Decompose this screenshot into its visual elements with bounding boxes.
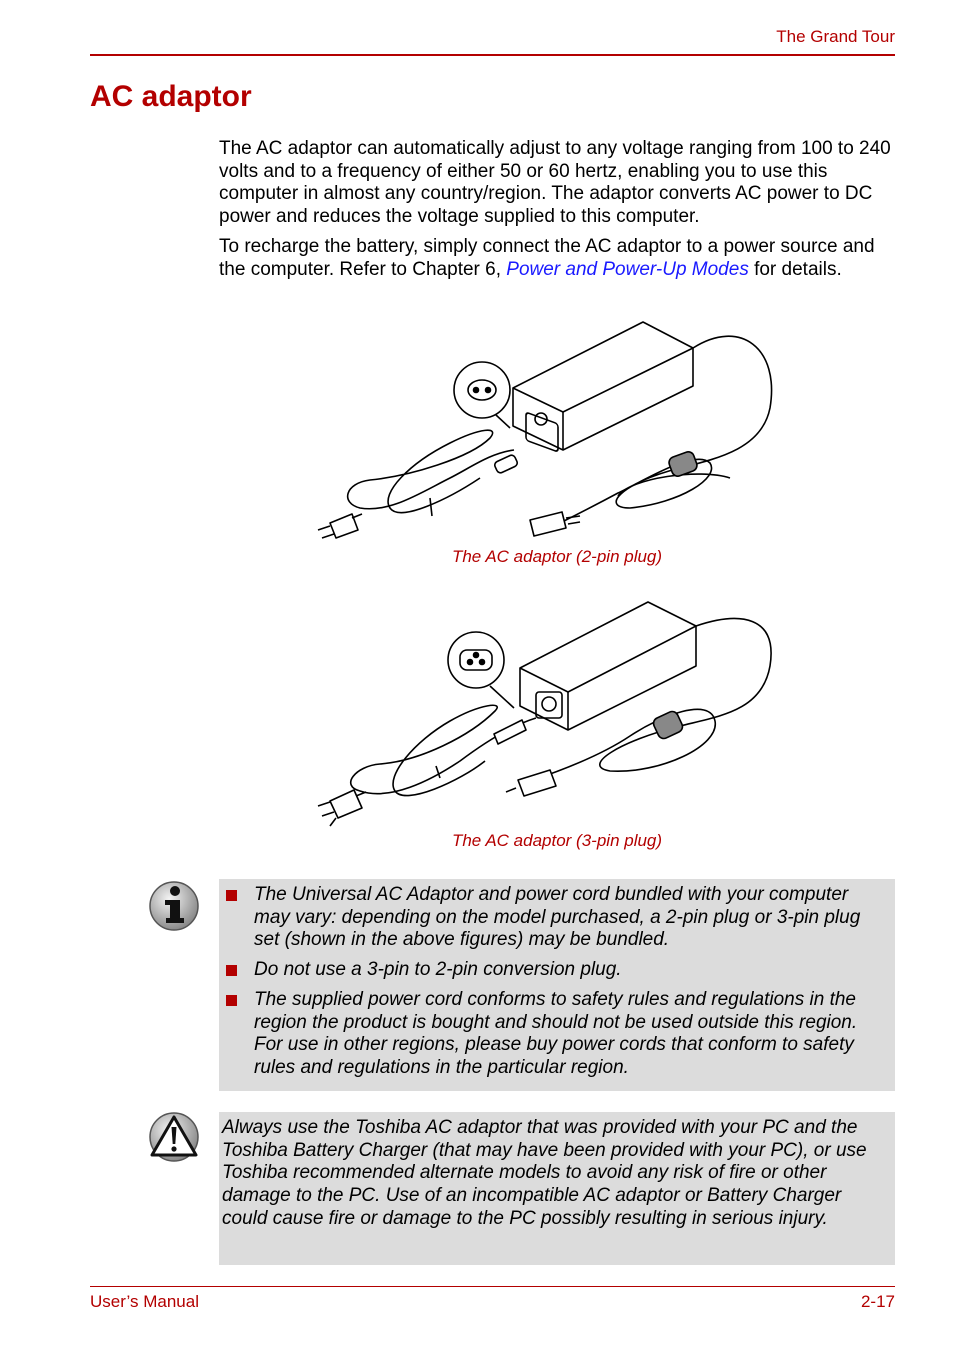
note-item (222, 959, 887, 982)
footer-manual-title: User’s Manual (90, 1292, 199, 1311)
note-box (219, 879, 895, 1091)
paragraph-recharge (219, 236, 895, 281)
note-list (222, 884, 887, 1080)
running-header: The Grand Tour (776, 27, 895, 46)
page-number: 2-17 (860, 1292, 895, 1311)
figure-caption-3pin: The AC adaptor (3-pin plug) (451, 831, 663, 850)
warning-box (219, 1112, 895, 1265)
header-rule (90, 54, 895, 56)
figure-caption-2pin: The AC adaptor (2-pin plug) (451, 547, 663, 566)
bullet-square-icon (226, 995, 237, 1006)
paragraph-recharge-start: To recharge the battery, simply connect the AC adaptor to a power source and the computer. Refer to Chapter 6, (219, 236, 875, 280)
adaptor-2pin-illustration (300, 318, 790, 546)
adaptor-3pin-illustration (300, 596, 790, 832)
warning-icon (148, 1111, 200, 1163)
note-item (222, 884, 887, 952)
bullet-square-icon (226, 890, 237, 901)
page-heading: AC adaptor (90, 80, 252, 113)
warning-text: Always use the Toshiba AC adaptor that was provided with your PC and the Toshiba Battery Charger (that may have been provided with your PC), or use Toshiba recommended alternate models to avoid any risk of fire or other damage to the PC. Use of an incompatible AC adaptor or Battery Charger could cause fire or damage to the PC possibly resulting in serious injury. (222, 1117, 867, 1229)
footer-rule (90, 1286, 895, 1287)
power-modes-link[interactable]: Power and Power-Up Modes (506, 258, 749, 280)
paragraph-recharge-end: for details. (748, 258, 842, 280)
paragraph-intro: The AC adaptor can automatically adjust to any voltage ranging from 100 to 240 volts and to a frequency of either 50 or 60 hertz, enabling you to use this computer in almost any country/region. The adaptor converts AC power to DC power and reduces the voltage supplied to this computer. (219, 138, 891, 228)
note-item-text: Do not use a 3-pin to 2-pin conversion plug. (254, 959, 622, 981)
note-item (222, 989, 887, 1080)
info-icon (148, 880, 200, 932)
note-item-text: The Universal AC Adaptor and power cord bundled with your computer may vary: depending on the model purchased, a 2-pin plug or 3-pin plug set (shown in the above figures) may be bundled. (254, 884, 861, 951)
note-item-text: The supplied power cord conforms to safety rules and regulations in the region the product is bought and should not be used outside this region. For use in other regions, please buy power cords that conform to safety rules and regulations in the particular region. (254, 988, 858, 1078)
bullet-square-icon (226, 965, 237, 976)
